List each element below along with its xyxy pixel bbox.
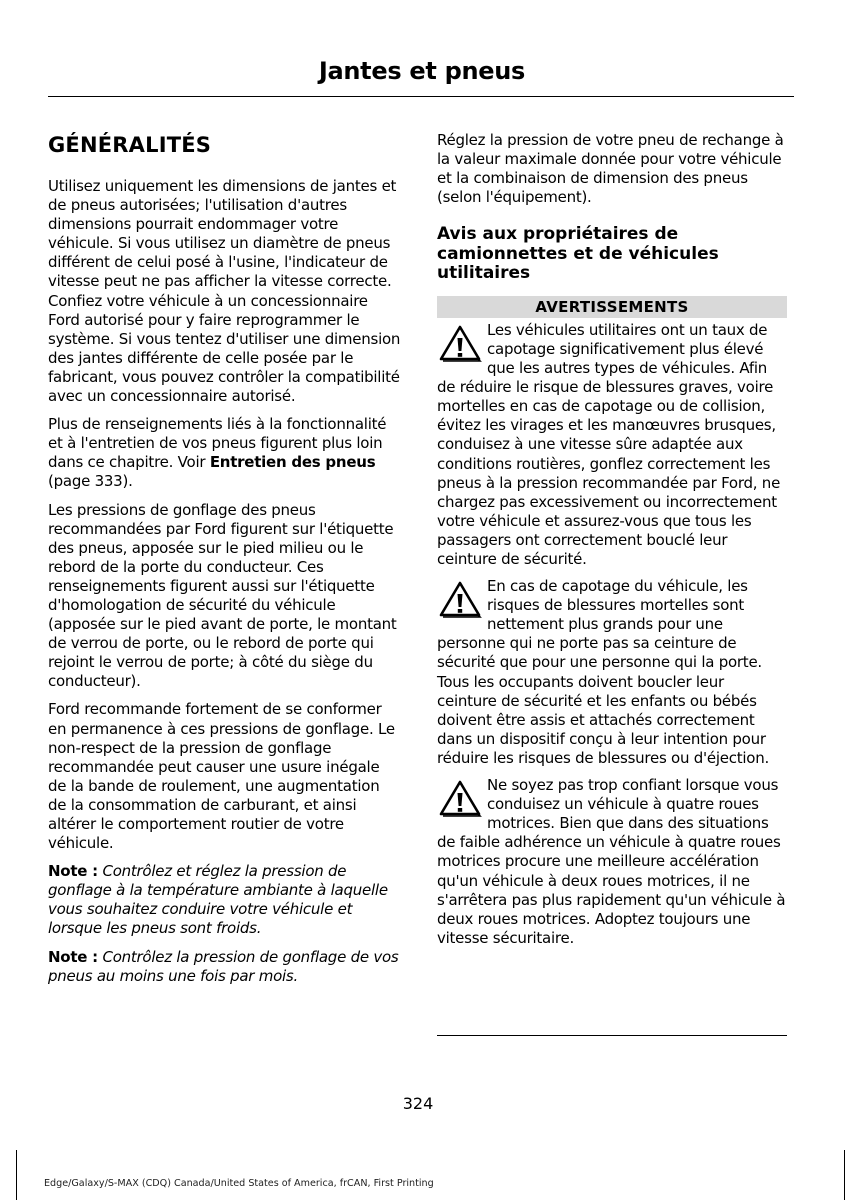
warnings-title-bar: AVERTISSEMENTS [437, 296, 787, 318]
warning-rollover-rate [437, 321, 787, 569]
note-label: Note : [48, 862, 98, 881]
left-column [48, 128, 402, 995]
page-header-title: Jantes et pneus [318, 57, 525, 85]
note-monthly-check [48, 948, 402, 986]
warning-triangle-icon [437, 778, 483, 824]
more-info-text: Plus de renseignements liés à la fonctionnalité et à l'entretien de vos pneus figurent plus loin dans ce chapitre. Voir [48, 415, 387, 472]
warnings-end-divider [437, 1035, 787, 1036]
note-text: Contrôlez la pression de gonflage de vos pneus au moins une fois par mois. [48, 947, 399, 985]
header-divider [48, 96, 794, 97]
note-temperature [48, 862, 402, 938]
warning-text: En cas de capotage du véhicule, les risques de blessures mortelles sont nettement plus grands pour une personne qui ne porte pas sa ceinture de sécurité que pour une personne qui la porte. Tous les occupants doivent boucler leur ceinture de sécurité et les enfants ou bébés doivent être assis et attachés correctement dans un dispositif conçu à leur intention pour réduire les risques de blessures ou d'éjection. [437, 577, 770, 767]
paragraph-ford-recommends: Ford recommande fortement de se conformer en permanence à ces pressions de gonflage. Le non-respect de la pression de gonflage recommandée peut causer une usure inégale de la bande de roulement, une augmentation de la consommation de carburant, et ainsi altérer le comportement routier de votre véhicule. [48, 700, 395, 853]
warning-seatbelt [437, 577, 787, 768]
section-heading: GÉNÉRALITÉS [48, 133, 212, 157]
warning-text: Ne soyez pas trop confiant lorsque vous conduisez un véhicule à quatre roues motrices. Bien que dans des situations de faible adhérence un véhicule à quatre roues motrices procure une meilleure accélération qu'un véhicule à deux roues motrices, il ne s'arrêtera pas plus rapidement qu'un véhicule à deux roues motrices. Adoptez toujours une vitesse sécuritaire. [437, 776, 786, 947]
paragraph-pressure-label: Les pressions de gonflage des pneus recommandées par Ford figurent sur l'étiquette des pneus, apposée sur le pied milieu ou le rebord de la porte du conducteur. Ces renseignements figurent aussi sur l'étiquette d'homologation de sécurité du véhicule (apposée sur le pied avant de porte, le montant de verrou de porte, ou le rebord de porte qui rejoint le verrou de porte; à côté du siège du conducteur). [48, 500, 397, 691]
warning-triangle-icon [437, 323, 483, 369]
warning-text: Les véhicules utilitaires ont un taux de capotage significativement plus élevé que les autres types de véhicules. Afin de réduire le risque de blessures graves, voire mortelles en cas de capotage ou de collision, évitez les virages et les manœuvres brusques, conduisez à une vitesse sûre adaptée aux conditions routières, gonflez correctement les pneus à la pression recommandée par Ford, ne chargez pas excessivement ou incorrectement votre véhicule et assurez-vous que tous les passagers ont correctement bouclé leur ceinture de sécurité. [437, 320, 781, 568]
crop-mark-left [16, 1150, 17, 1200]
note-label: Note : [48, 947, 98, 966]
note-text: Contrôlez et réglez la pression de gonflage à la température ambiante à laquelle vous souhaitez conduire votre véhicule et lorsque les pneus sont froids. [48, 862, 388, 938]
tire-care-link[interactable]: Entretien des pneus [209, 453, 376, 472]
right-column [437, 131, 787, 948]
warning-four-wheel-drive [437, 776, 787, 948]
footer-print-info: Edge/Galaxy/S-MAX (CDQ) Canada/United States of America, frCAN, First Printing [44, 1178, 434, 1189]
subsection-heading: Avis aux propriétaires de camionnettes et de véhicules utilitaires [437, 224, 719, 284]
paragraph-more-info [48, 415, 402, 491]
page-number: 324 [402, 1094, 434, 1113]
tire-care-page-ref: (page 333). [48, 472, 133, 491]
warning-triangle-icon [437, 579, 483, 625]
paragraph-dimensions: Utilisez uniquement les dimensions de jantes et de pneus autorisées; l'utilisation d'autres dimensions pourrait endommager votre véhicule. Si vous utilisez un diamètre de pneus différent de celui posé à l'usine, l'indicateur de vitesse peut ne pas afficher la vitesse correcte. Confiez votre véhicule à un concessionnaire Ford autorisé pour y faire reprogrammer le système. Si vous tentez d'utiliser une dimension des jantes différente de celle posée par le fabricant, vous pouvez contrôler la compatibilité avec un concessionnaire autorisé. [48, 177, 401, 406]
paragraph-spare-tire: Réglez la pression de votre pneu de rechange à la valeur maximale donnée pour votre véhicule et la combinaison de dimension des pneus (selon l'équipement). [437, 131, 784, 207]
crop-mark-right [844, 1150, 845, 1200]
